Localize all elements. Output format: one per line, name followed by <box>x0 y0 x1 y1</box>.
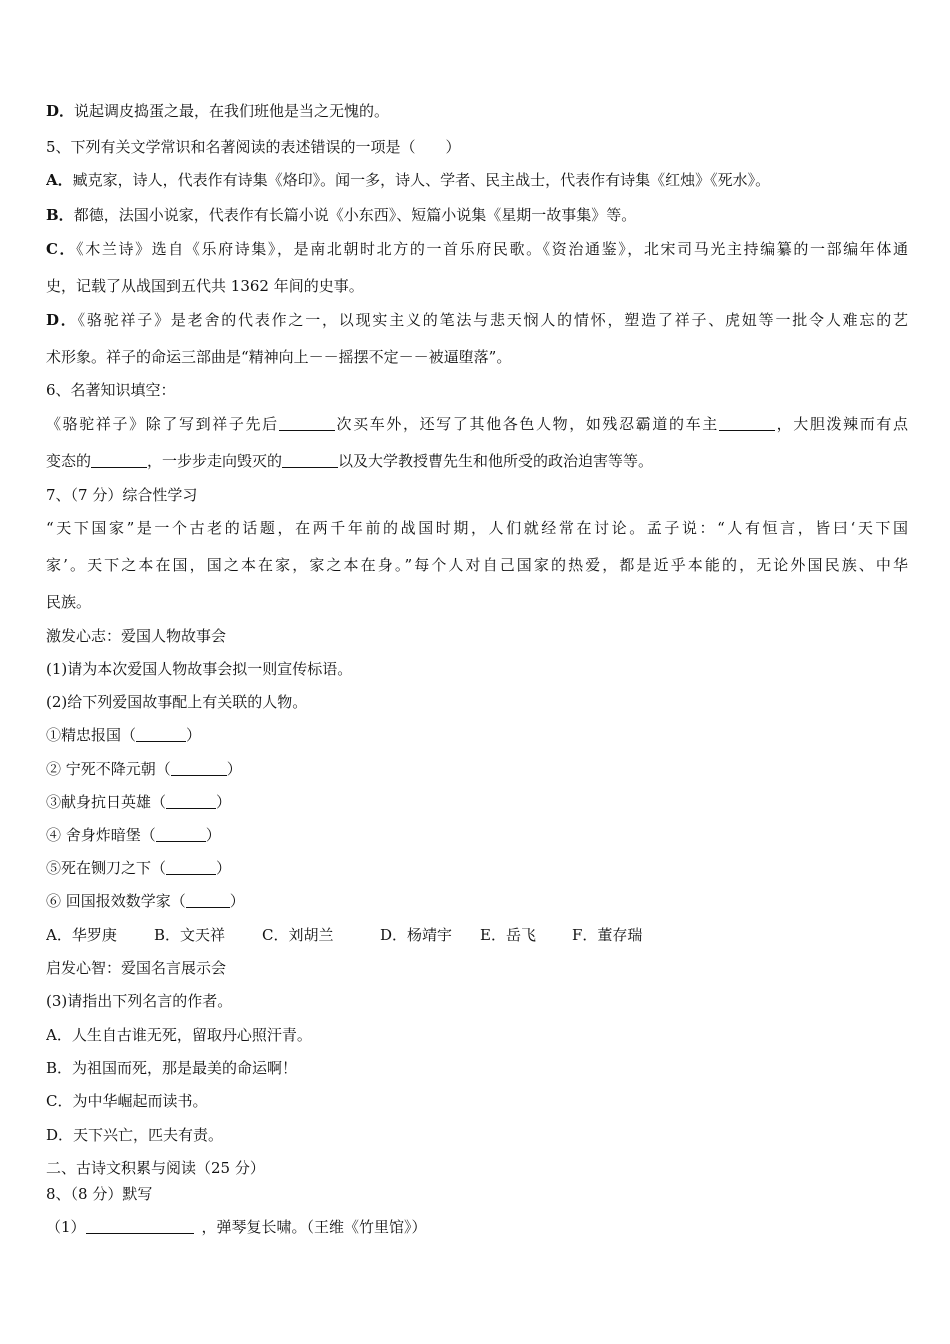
q7-choice-list <box>46 925 908 945</box>
option-text: 臧克家，诗人，代表作有诗集《烙印》。闻一多，诗人、学者、民主战士，代表作有诗集《红烛》《死水》。 <box>72 171 771 189</box>
q7-match-item-5 <box>46 858 908 878</box>
option-letter: D． <box>46 102 75 120</box>
fill-blank[interactable] <box>186 893 230 908</box>
part2-heading: 二、古诗文积累与阅读（25 分） <box>46 1159 265 1177</box>
match-label: ⑥ 回国报效数学家（ <box>46 892 186 910</box>
match-paren: ） <box>205 826 221 844</box>
choice-e: E．岳飞 <box>480 926 536 944</box>
fill-blank[interactable] <box>279 416 335 431</box>
q6-stem: 6、名著知识填空： <box>46 381 176 399</box>
q4-option-d <box>46 101 908 121</box>
q6-text: ，大胆泼辣而有点 <box>774 415 908 433</box>
match-paren: ） <box>226 760 242 778</box>
q7-match-item-3 <box>46 792 908 812</box>
q5-option-b <box>46 205 908 225</box>
choice-a: A．华罗庚 <box>46 926 117 944</box>
fill-blank[interactable] <box>171 761 227 776</box>
fill-blank[interactable] <box>166 860 216 875</box>
fill-blank[interactable] <box>156 827 206 842</box>
fill-blank[interactable] <box>86 1219 194 1234</box>
match-paren: ） <box>216 859 232 877</box>
choice-d: D．杨靖宇 <box>380 926 453 944</box>
option-text: 都德，法国小说家，代表作有长篇小说《小东西》、短篇小说集《星期一故事集》等。 <box>73 206 637 224</box>
fill-blank[interactable] <box>136 727 186 742</box>
q5-stem: 5、下列有关文学常识和名著阅读的表述错误的一项是（ ） <box>46 138 461 156</box>
q7-section-heading-2: 启发心智：爱国名言展示会 <box>46 959 227 977</box>
q5-option-a <box>46 170 908 190</box>
option-text: 说起调皮捣蛋之最，在我们班他是当之无愧的。 <box>74 102 390 120</box>
q6-text: 变态的 <box>46 452 92 470</box>
q7-subquestion-3: (3)请指出下列名言的作者。 <box>46 992 233 1010</box>
q7-subquestion-2: (2)给下列爱国故事配上有关联的人物。 <box>46 693 308 711</box>
q7-match-item-2 <box>46 759 908 779</box>
q6-text: 以及大学教授曹先生和他所受的政治迫害等等。 <box>338 452 654 470</box>
q7-match-item-4 <box>46 825 908 845</box>
q5-option-c-line1 <box>46 239 908 259</box>
q7-paragraph-line3: 民族。 <box>46 593 92 611</box>
option-letter: A． <box>46 171 73 189</box>
q6-text: 次买车外，还写了其他各色人物，如残忍霸道的车主 <box>334 415 719 433</box>
item-text: ，弹琴复长啸。（王维《竹里馆》） <box>201 1218 427 1236</box>
q7-match-item-1 <box>46 725 908 745</box>
choice-c: C．刘胡兰 <box>262 926 334 944</box>
q7-quote-d: D．天下兴亡，匹夫有责。 <box>46 1126 224 1144</box>
q7-quote-c: C．为中华崛起而读书。 <box>46 1092 208 1110</box>
q5-option-d-line2: 术形象。祥子的命运三部曲是“精神向上－－摇摆不定－－被逼堕落”。 <box>46 348 512 366</box>
fill-blank[interactable] <box>91 453 147 468</box>
q6-text: ，一步步走向毁灭的 <box>147 452 283 470</box>
match-label: ② 宁死不降元朝（ <box>46 760 171 778</box>
q5-option-d-line1 <box>46 310 908 330</box>
q6-line1 <box>46 414 908 434</box>
q5-option-c-line2: 史，记载了从战国到五代共 1362 年间的史事。 <box>46 277 364 295</box>
match-label: ③献身抗日英雄（ <box>46 793 167 811</box>
q7-stem: 7、（7 分）综合性学习 <box>46 486 198 504</box>
option-text: 《木兰诗》选自《乐府诗集》，是南北朝时北方的一首乐府民歌。《资治通鉴》，北宋司马光主持编纂的一部编年体通 <box>76 240 908 258</box>
choice-b: B．文天祥 <box>154 926 226 944</box>
q7-quote-a: A．人生自古谁无死，留取丹心照汗青。 <box>46 1026 312 1044</box>
q7-section-heading-1: 激发心志：爱国人物故事会 <box>46 627 227 645</box>
q7-match-item-6 <box>46 891 908 911</box>
match-label: ⑤死在铡刀之下（ <box>46 859 167 877</box>
q8-stem: 8、（8 分）默写 <box>46 1185 153 1203</box>
item-number: （1） <box>46 1218 86 1236</box>
fill-blank[interactable] <box>282 453 338 468</box>
q6-text: 《骆驼祥子》除了写到祥子先后 <box>46 415 279 433</box>
match-label: ①精忠报国（ <box>46 726 137 744</box>
q7-paragraph-line2: 家’。天下之本在国，国之本在家，家之本在身。”每个人对自己国家的热爱，都是近乎本能的，无论外国民族、中华 <box>46 556 908 574</box>
choice-f: F．董存瑞 <box>572 926 643 944</box>
q7-quote-b: B．为祖国而死，那是最美的命运啊！ <box>46 1059 298 1077</box>
q7-paragraph-line1: “天下国家”是一个古老的话题，在两千年前的战国时期，人们就经常在讨论。孟子说：“人有恒言，皆曰‘天下国 <box>46 519 908 537</box>
option-letter: B． <box>46 206 74 224</box>
option-text: 《骆驼祥子》是老舍的代表作之一，以现实主义的笔法与悲天悯人的情怀，塑造了祥子、虎妞等一批令人难忘的艺 <box>77 311 908 329</box>
q8-item-1 <box>46 1217 908 1237</box>
fill-blank[interactable] <box>719 416 775 431</box>
fill-blank[interactable] <box>166 794 216 809</box>
match-paren: ） <box>186 726 202 744</box>
match-paren: ） <box>229 892 245 910</box>
option-letter: C． <box>46 240 77 258</box>
q6-line2 <box>46 451 908 471</box>
match-paren: ） <box>216 793 232 811</box>
q7-subquestion-1: (1)请为本次爱国人物故事会拟一则宣传标语。 <box>46 660 353 678</box>
option-letter: D． <box>46 311 78 329</box>
match-label: ④ 舍身炸暗堡（ <box>46 826 156 844</box>
